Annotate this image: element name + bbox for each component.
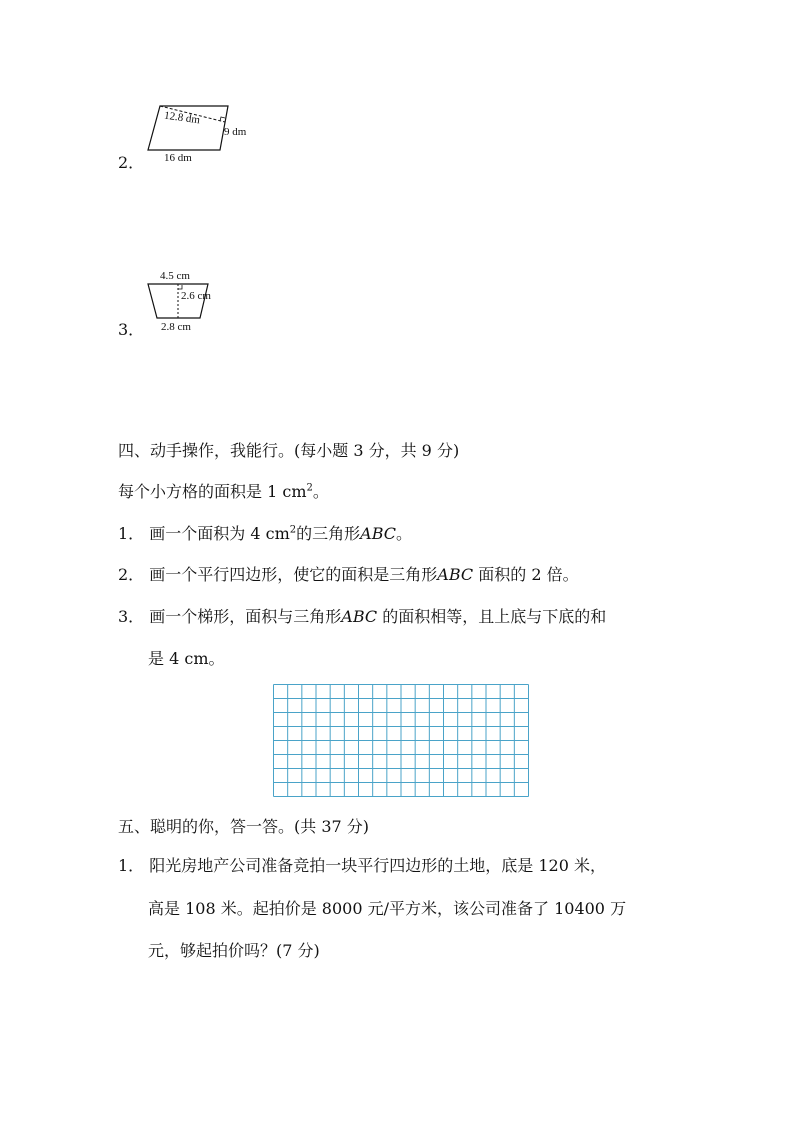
q2-number: 2． (118, 153, 145, 172)
section4-heading: 四、动手操作，我能行。(每小题 3 分，共 9 分) (118, 441, 460, 460)
section5-item1-line1 (118, 856, 606, 876)
q3-label-height: 2.6 cm (181, 290, 211, 302)
item-suffix: 面积的 2 倍。 (473, 565, 579, 584)
section5-item1-line3: 元，够起拍价吗？(7 分) (148, 941, 320, 960)
q2-label-base: 16 dm (164, 152, 192, 164)
item-text-middle: 的三角形 (296, 524, 361, 543)
q3-label-top: 4.5 cm (160, 270, 190, 282)
drawing-grid[interactable] (273, 684, 529, 797)
right-angle-mark (220, 117, 225, 121)
trapezoid-diagram (140, 280, 230, 325)
section4-item3 (118, 607, 606, 627)
item-text: 画一个面积为 4 cm (149, 524, 290, 543)
section5-item1-line2: 高是 108 米。起拍价是 8000 元/平方米，该公司准备了 10400 万 (148, 899, 627, 918)
section4-item1 (118, 524, 412, 544)
math-label: ABC (437, 565, 474, 584)
right-angle-mark (178, 285, 182, 289)
item-text: 画一个平行四边形，使它的面积是三角形 (149, 565, 438, 584)
item-number: 3． (118, 607, 145, 626)
intro-superscript: 2 (306, 482, 313, 494)
q2-figure (140, 100, 270, 170)
q3-number: 3． (118, 320, 145, 339)
grid-lines (273, 684, 529, 797)
math-label: ABC (341, 607, 378, 626)
item-number: 1． (118, 524, 145, 543)
section4-item3-line2: 是 4 cm。 (148, 649, 225, 668)
q3-figure (140, 280, 230, 325)
item-superscript: 2 (289, 524, 297, 536)
item-number: 1． (118, 856, 145, 875)
item-suffix: 。 (396, 524, 413, 543)
item-text: 画一个梯形，面积与三角形 (149, 607, 342, 626)
item-suffix: 的面积相等，且上底与下底的和 (377, 607, 607, 626)
parallelogram-diagram (140, 100, 270, 170)
section5-heading: 五、聪明的你，答一答。(共 37 分) (118, 817, 370, 836)
math-label: ABC (360, 524, 397, 543)
q2-label-height: 9 dm (224, 126, 247, 138)
item-number: 2． (118, 565, 145, 584)
section4-intro (118, 482, 329, 502)
q2-label-slant: 12.8 dm (163, 109, 201, 127)
intro-suffix: 。 (312, 482, 329, 501)
q3-label-bottom: 2.8 cm (161, 321, 191, 333)
intro-text: 每个小方格的面积是 1 cm (118, 482, 307, 501)
item-text: 阳光房地产公司准备竞拍一块平行四边形的土地，底是 120 米， (149, 856, 606, 875)
section4-item2 (118, 565, 579, 585)
